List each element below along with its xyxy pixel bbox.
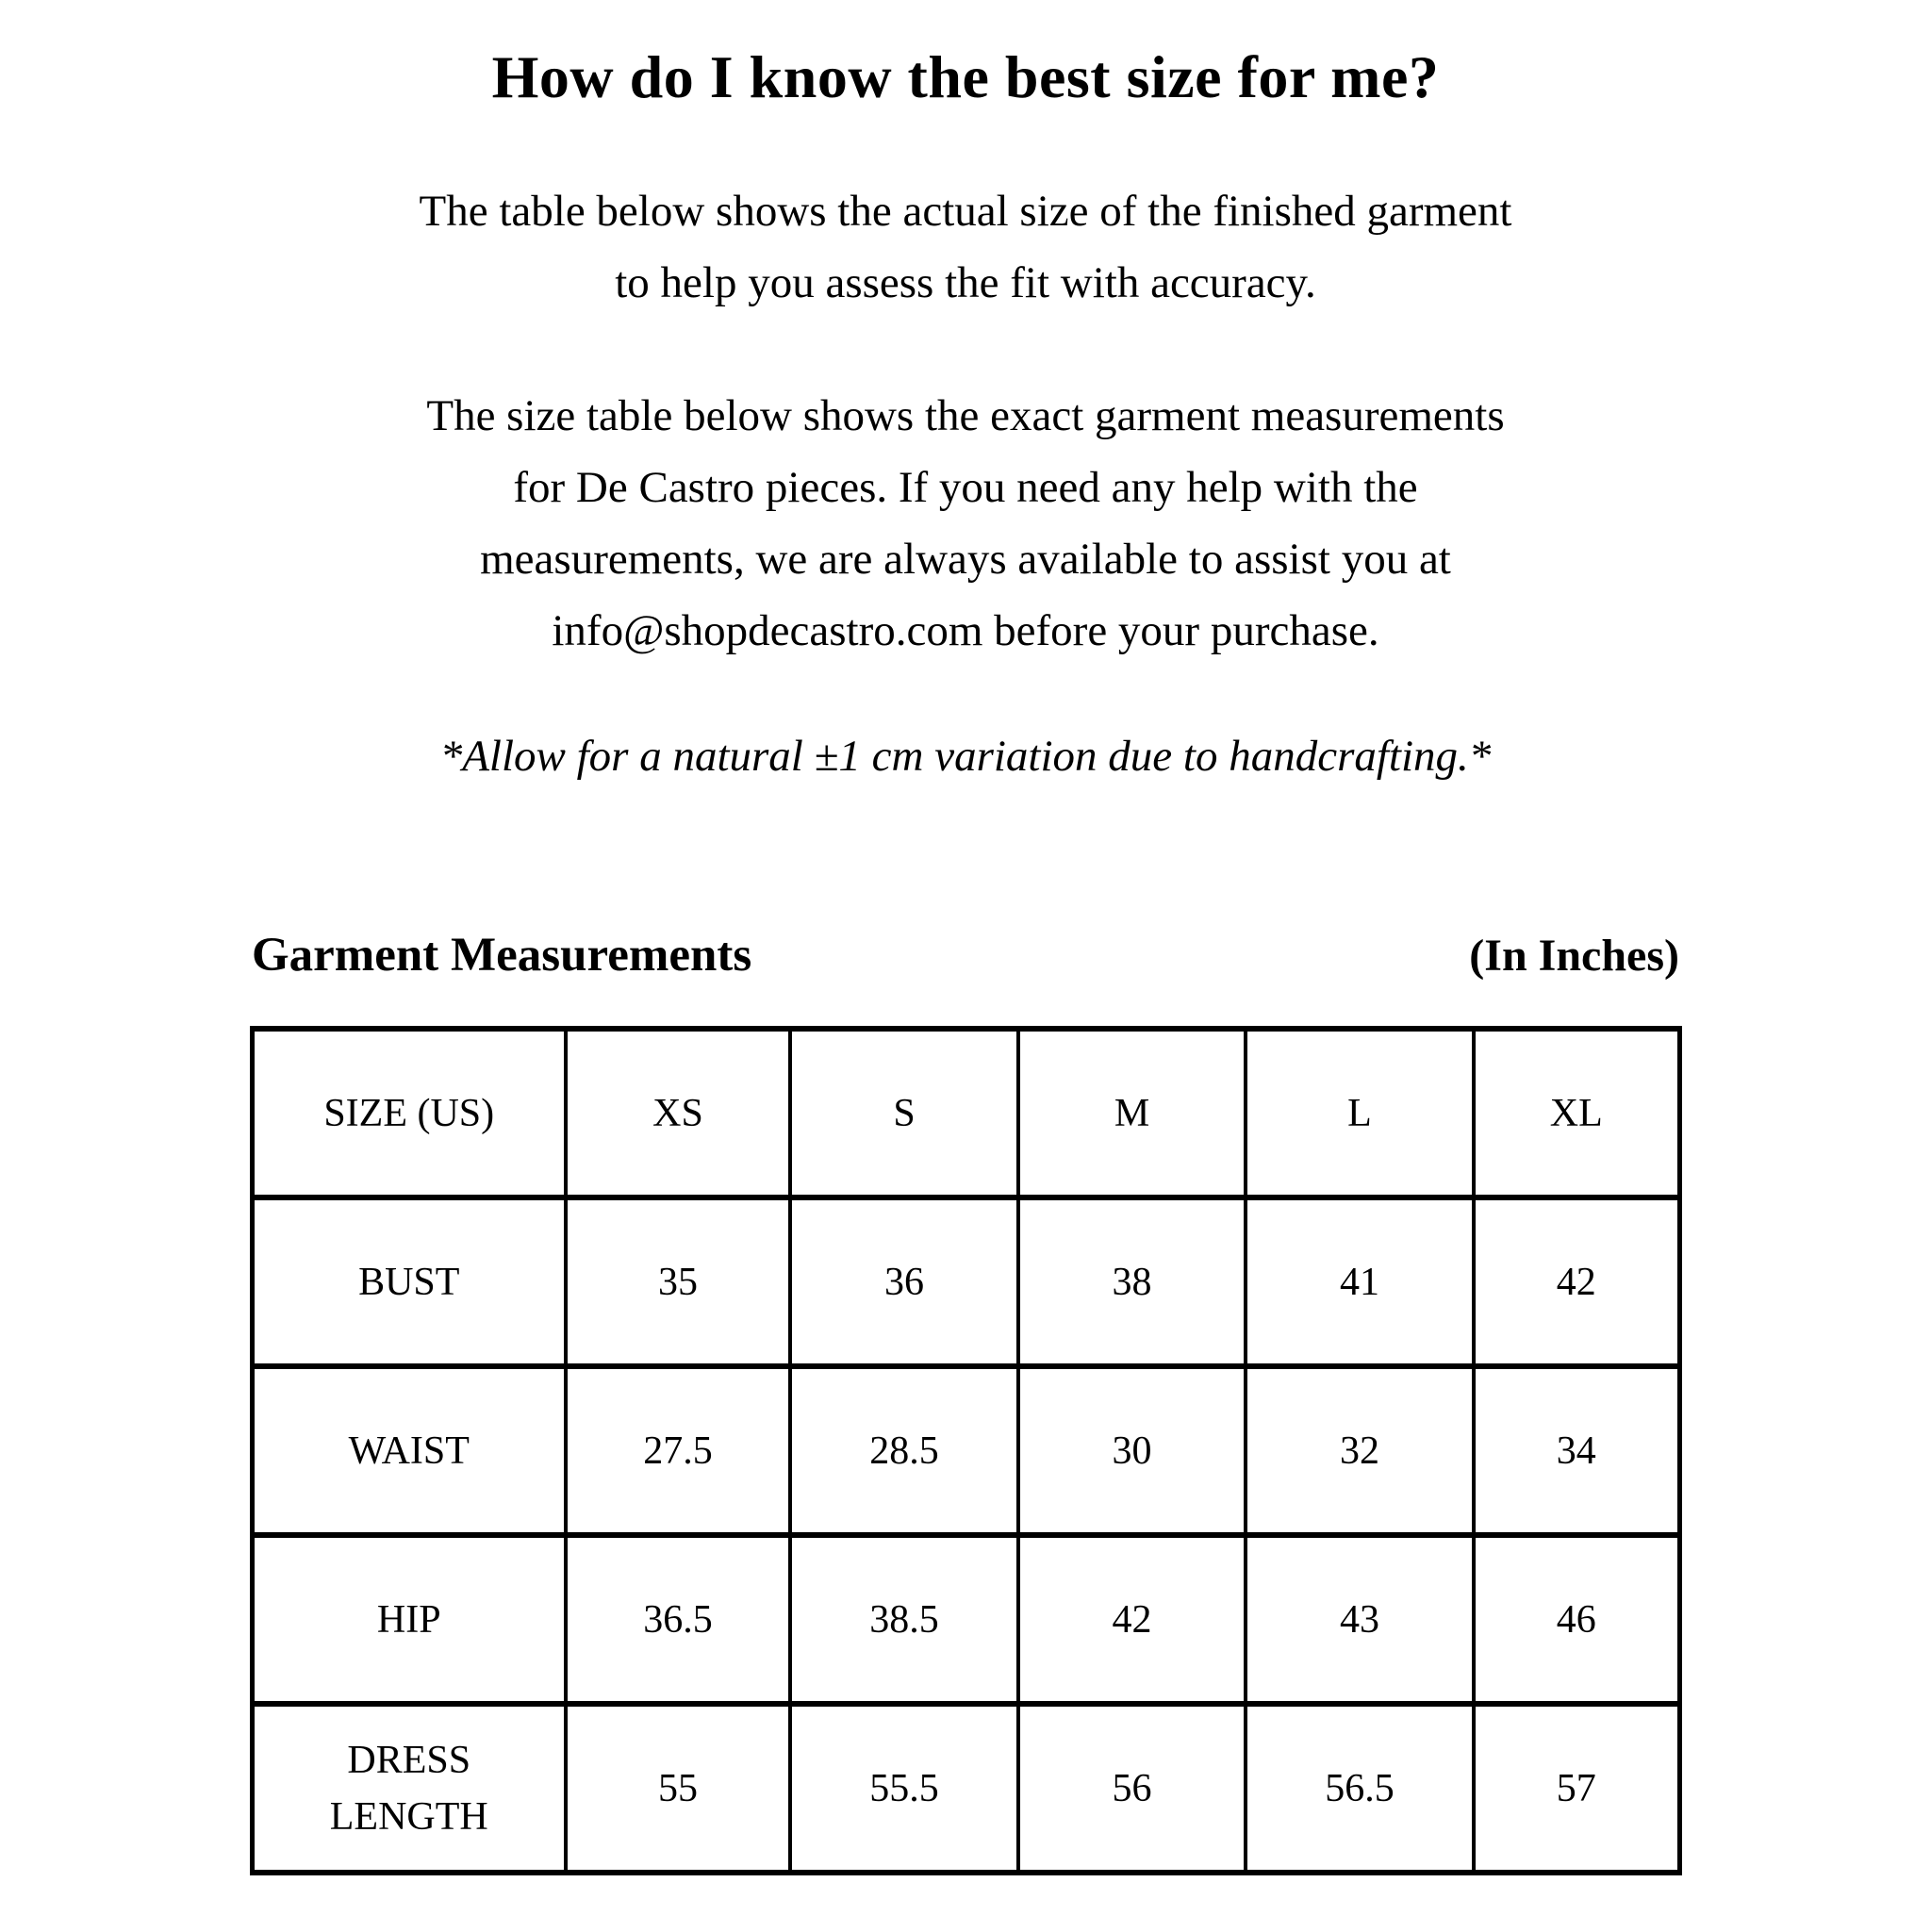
intro-line: The table below shows the actual size of the finished garment	[419, 187, 1512, 236]
measurement-cell: 43	[1246, 1535, 1474, 1704]
unit-label: (In Inches)	[1469, 931, 1679, 981]
details-line: for De Castro pieces. If you need any help with the	[513, 463, 1418, 512]
column-header-size: SIZE (US)	[252, 1029, 566, 1197]
column-header-xl: XL	[1474, 1029, 1679, 1197]
measurement-cell: 57	[1474, 1704, 1679, 1873]
intro-line: to help you assess the fit with accuracy.	[615, 258, 1316, 307]
details-paragraph	[0, 380, 1931, 667]
row-label: WAIST	[252, 1366, 566, 1535]
row-label: DRESS LENGTH	[252, 1704, 566, 1873]
table-row-bust	[252, 1197, 1679, 1366]
table-caption-row	[252, 928, 1679, 983]
row-label: BUST	[252, 1197, 566, 1366]
measurement-cell: 38.5	[790, 1535, 1018, 1704]
table-row-hip	[252, 1535, 1679, 1704]
measurement-cell: 30	[1018, 1366, 1246, 1535]
column-header-s: S	[790, 1029, 1018, 1197]
table-title: Garment Measurements	[252, 929, 752, 982]
column-header-xs: XS	[566, 1029, 790, 1197]
details-line: info@shopdecastro.com before your purchase.	[552, 606, 1379, 655]
measurement-cell: 34	[1474, 1366, 1679, 1535]
details-line: measurements, we are always available to assist you at	[480, 535, 1451, 584]
measurement-cell: 38	[1018, 1197, 1246, 1366]
measurement-cell: 36	[790, 1197, 1018, 1366]
measurement-cell: 35	[566, 1197, 790, 1366]
details-line: The size table below shows the exact garment measurements	[426, 391, 1505, 440]
measurement-cell: 55.5	[790, 1704, 1018, 1873]
measurement-cell: 42	[1474, 1197, 1679, 1366]
intro-paragraph	[0, 175, 1931, 319]
measurement-cell: 46	[1474, 1535, 1679, 1704]
measurement-cell: 32	[1246, 1366, 1474, 1535]
handcrafting-note: *Allow for a natural ±1 cm variation due to handcrafting.*	[439, 732, 1492, 781]
size-table	[250, 1026, 1682, 1875]
measurement-cell: 56	[1018, 1704, 1246, 1873]
column-header-l: L	[1246, 1029, 1474, 1197]
measurement-cell: 42	[1018, 1535, 1246, 1704]
measurement-cell: 56.5	[1246, 1704, 1474, 1873]
measurement-cell: 28.5	[790, 1366, 1018, 1535]
page-title: How do I know the best size for me?	[491, 43, 1440, 110]
measurement-cell: 27.5	[566, 1366, 790, 1535]
measurement-cell: 55	[566, 1704, 790, 1873]
table-row-dress-length	[252, 1704, 1679, 1873]
table-row-waist	[252, 1366, 1679, 1535]
measurement-cell: 41	[1246, 1197, 1474, 1366]
table-header-row	[252, 1029, 1679, 1197]
row-label: HIP	[252, 1535, 566, 1704]
column-header-m: M	[1018, 1029, 1246, 1197]
measurement-cell: 36.5	[566, 1535, 790, 1704]
